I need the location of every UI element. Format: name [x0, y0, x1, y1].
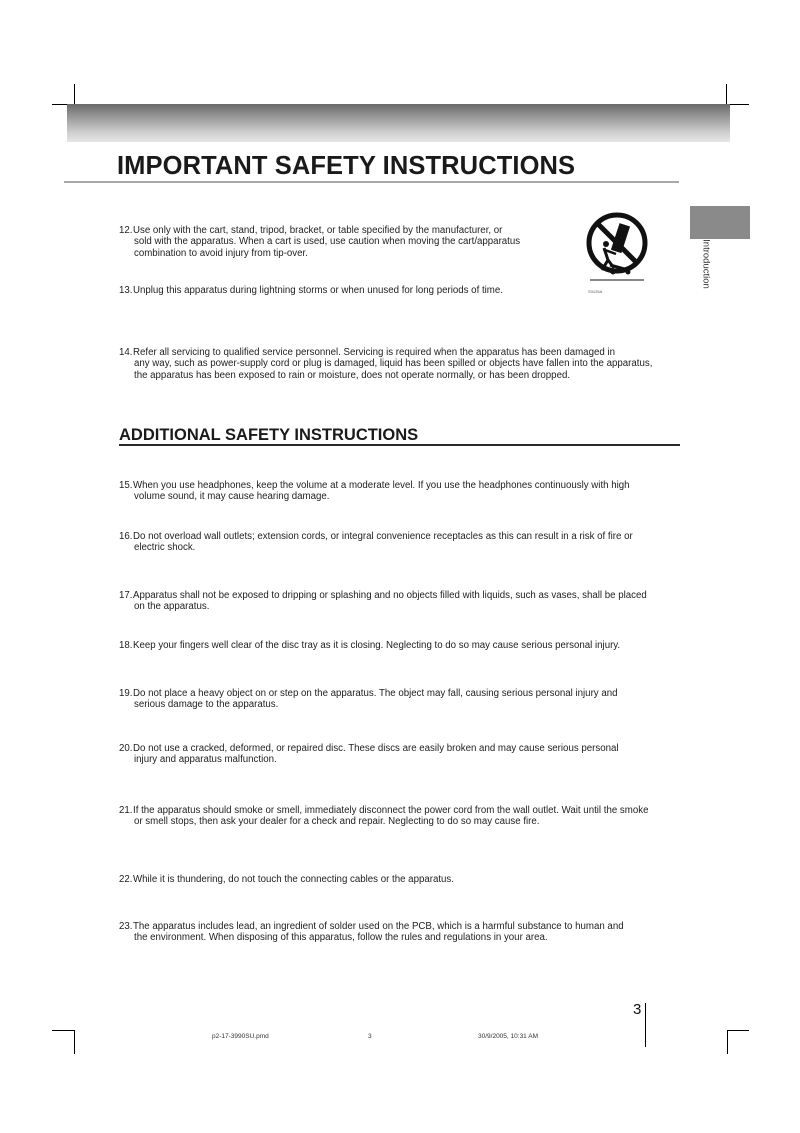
safety-item-16: 16.Do not overload wall outlets; extension cords, or integral convenience receptacles as this can result in a risk of fire or electric shock.: [119, 531, 633, 554]
safety-item-18: 18.Keep your fingers well clear of the disc tray as it is closing. Neglecting to do so may cause serious personal injury.: [119, 640, 621, 651]
page-number: 3: [633, 1001, 642, 1018]
section-title-additional: ADDITIONAL SAFETY INSTRUCTIONS: [119, 426, 419, 444]
safety-item-23: 23.The apparatus includes lead, an ingredient of solder used on the PCB, which is a harmful substance to human and the environment. When disposing of this apparatus, follow the rules and regulations in your area.: [119, 921, 624, 944]
safety-item-14: 14.Refer all servicing to qualified service personnel. Servicing is required when the apparatus has been damaged in any way, such as power-supply cord or plug is damaged, liquid has been spilled or objects have fallen into the apparatus, the apparatus has been exposed to rain or moisture, does not operate normally, or has been dropped.: [119, 347, 653, 381]
cart-warning-icon: [584, 210, 650, 290]
safety-item-13: 13.Unplug this apparatus during lightning storms or when unused for long periods of time.: [119, 285, 503, 296]
cart-icon-code: S3125A: [588, 289, 603, 294]
safety-item-12: 12.Use only with the cart, stand, tripod, bracket, or table specified by the manufacturer, or sold with the apparatus. When a cart is used, use caution when moving the cart/apparatus combination to avoid injury from tip-over.: [119, 225, 521, 259]
footer-file: p2-17-3990SU.pmd: [212, 1033, 269, 1040]
crop-mark: [74, 1030, 75, 1054]
header-gradient-band: [67, 104, 730, 142]
footer-page: 3: [368, 1033, 372, 1040]
safety-item-15: 15.When you use headphones, keep the volume at a moderate level. If you use the headphones continuously with high volume sound, it may cause hearing damage.: [119, 480, 630, 503]
crop-mark: [727, 1030, 749, 1031]
section-tab-label: Introduction: [700, 239, 712, 289]
crop-mark: [74, 84, 75, 104]
footer-timestamp: 30/9/2005, 10:31 AM: [478, 1033, 538, 1040]
safety-item-22: 22.While it is thundering, do not touch the connecting cables or the apparatus.: [119, 874, 454, 885]
safety-item-19: 19.Do not place a heavy object on or step on the apparatus. The object may fall, causing serious personal injury and serious damage to the apparatus.: [119, 688, 618, 711]
section-divider: [119, 444, 680, 446]
crop-mark: [727, 104, 749, 105]
page-number-rule: [645, 1003, 646, 1047]
page-title: IMPORTANT SAFETY INSTRUCTIONS: [117, 152, 576, 180]
crop-mark: [727, 1030, 728, 1054]
safety-item-17: 17.Apparatus shall not be exposed to dripping or splashing and no objects filled with liquids, such as vases, shall be placed on the apparatus.: [119, 590, 647, 613]
safety-item-20: 20.Do not use a cracked, deformed, or repaired disc. These discs are easily broken and may cause serious personal injury and apparatus malfunction.: [119, 743, 619, 766]
title-divider: [64, 181, 679, 183]
crop-mark: [52, 1030, 74, 1031]
section-tab: [690, 206, 750, 239]
crop-mark: [726, 84, 727, 104]
safety-item-21: 21.If the apparatus should smoke or smell, immediately disconnect the power cord from the wall outlet. Wait until the smoke or smell stops, then ask your dealer for a check and repair. Neglecting to do so may cause fire.: [119, 805, 649, 828]
